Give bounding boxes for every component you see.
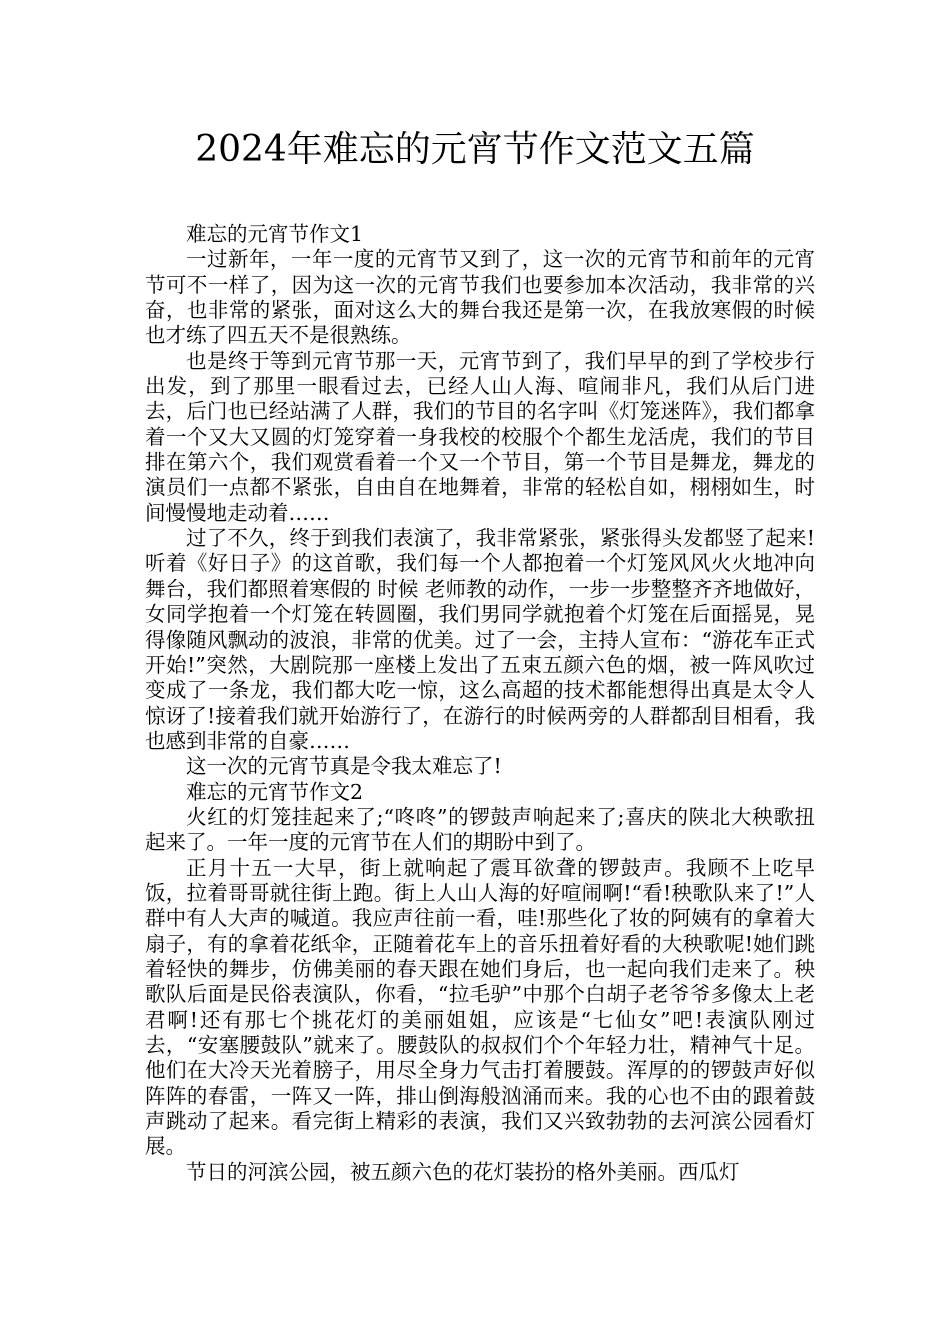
paragraph: 正月十五一大早，街上就响起了震耳欲聋的锣鼓声。我顾不上吃早饭，拉着哥哥就往街上跑。街上人山人海的好喧闹啊!“看!秧歌队来了!”人群中有人大声的喊道。我应声往前一看，哇!那些化了妆的阿姨有的拿着大扇子，有的拿着花纸伞，正随着花车上的音乐扭着好看的大秧歌呢!她们跳着轻快的舞步，仿佛美丽的春天跟在她们身后，也一起向我们走来了。秧歌队后面是民俗表演队，你看，“拉毛驴”中那个白胡子老爷爷多像太上老君啊!还有那七个挑花灯的美丽姐姐，应该是“七仙女”吧!表演队刚过去，“安塞腰鼓队”就来了。腰鼓队的叔叔们个个年轻力壮，精神气十足。他们在大冷天光着膀子，用尽全身力气击打着腰鼓。浑厚的的锣鼓声好似阵阵的春雷，一阵又一阵，排山倒海般汹涌而来。我的心也不由的跟着鼓声跳动了起来。看完街上精彩的表演，我们又兴致勃勃的去河滨公园看灯展。 <box>145 855 815 1159</box>
paragraph: 火红的灯笼挂起来了;“咚咚”的锣鼓声响起来了;喜庆的陕北大秧歌扭起来了。一年一度的元宵节在人们的期盼中到了。 <box>145 804 815 855</box>
paragraph: 也是终于等到元宵节那一天，元宵节到了，我们早早的到了学校步行出发，到了那里一眼看过去，已经人山人海、喧闹非凡，我们从后门进去，后门也已经站满了人群，我们的节目的名字叫《灯笼迷阵》，我们都拿着一个又大又圆的灯笼穿着一身我校的校服个个都生龙活虎，我们的节目排在第六个，我们观赏看着一个又一个节目，第一个节目是舞龙，舞龙的演员们一点都不紧张，自由自在地舞着，非常的轻松自如，栩栩如生，时间慢慢地走动着…… <box>145 348 815 525</box>
section-heading-1: 难忘的元宵节作文1 <box>186 222 364 246</box>
paragraph: 节日的河滨公园，被五颜六色的花灯装扮的格外美丽。西瓜灯 <box>186 1159 740 1184</box>
paragraph: 一过新年，一年一度的元宵节又到了，这一次的元宵节和前年的元宵节可不一样了，因为这一次的元宵节我们也要参加本次活动，我非常的兴奋，也非常的紧张，面对这么大的舞台我还是第一次，在我放寒假的时候也才练了四五天不是很熟练。 <box>145 247 815 348</box>
document-title: 2024年难忘的元宵节作文范文五篇 <box>195 129 755 170</box>
document-body <box>145 222 815 1185</box>
paragraph: 过了不久，终于到我们表演了，我非常紧张，紧张得头发都竖了起来!听着《好日子》的这首歌，我们每一个人都抱着一个灯笼风风火火地冲向舞台，我们都照着寒假的 时候 老师教的动作，一步一步整整齐齐地做好，女同学抱着一个灯笼在转圆圈，我们男同学就抱着个灯笼在后面摇晃，晃得像随风飘动的波浪，非常的优美。过了一会，主持人宣布：“游花车正式开始!”突然，大剧院那一座楼上发出了五束五颜六色的烟，被一阵风吹过变成了一条龙，我们都大吃一惊，这么高超的技术都能想得出真是太令人惊讶了!接着我们就开始游行了，在游行的时候两旁的人群都刮目相看，我也感到非常的自豪…… <box>145 526 815 753</box>
section-heading-2: 难忘的元宵节作文2 <box>186 779 364 804</box>
paragraph: 这一次的元宵节真是令我太难忘了! <box>186 754 502 779</box>
